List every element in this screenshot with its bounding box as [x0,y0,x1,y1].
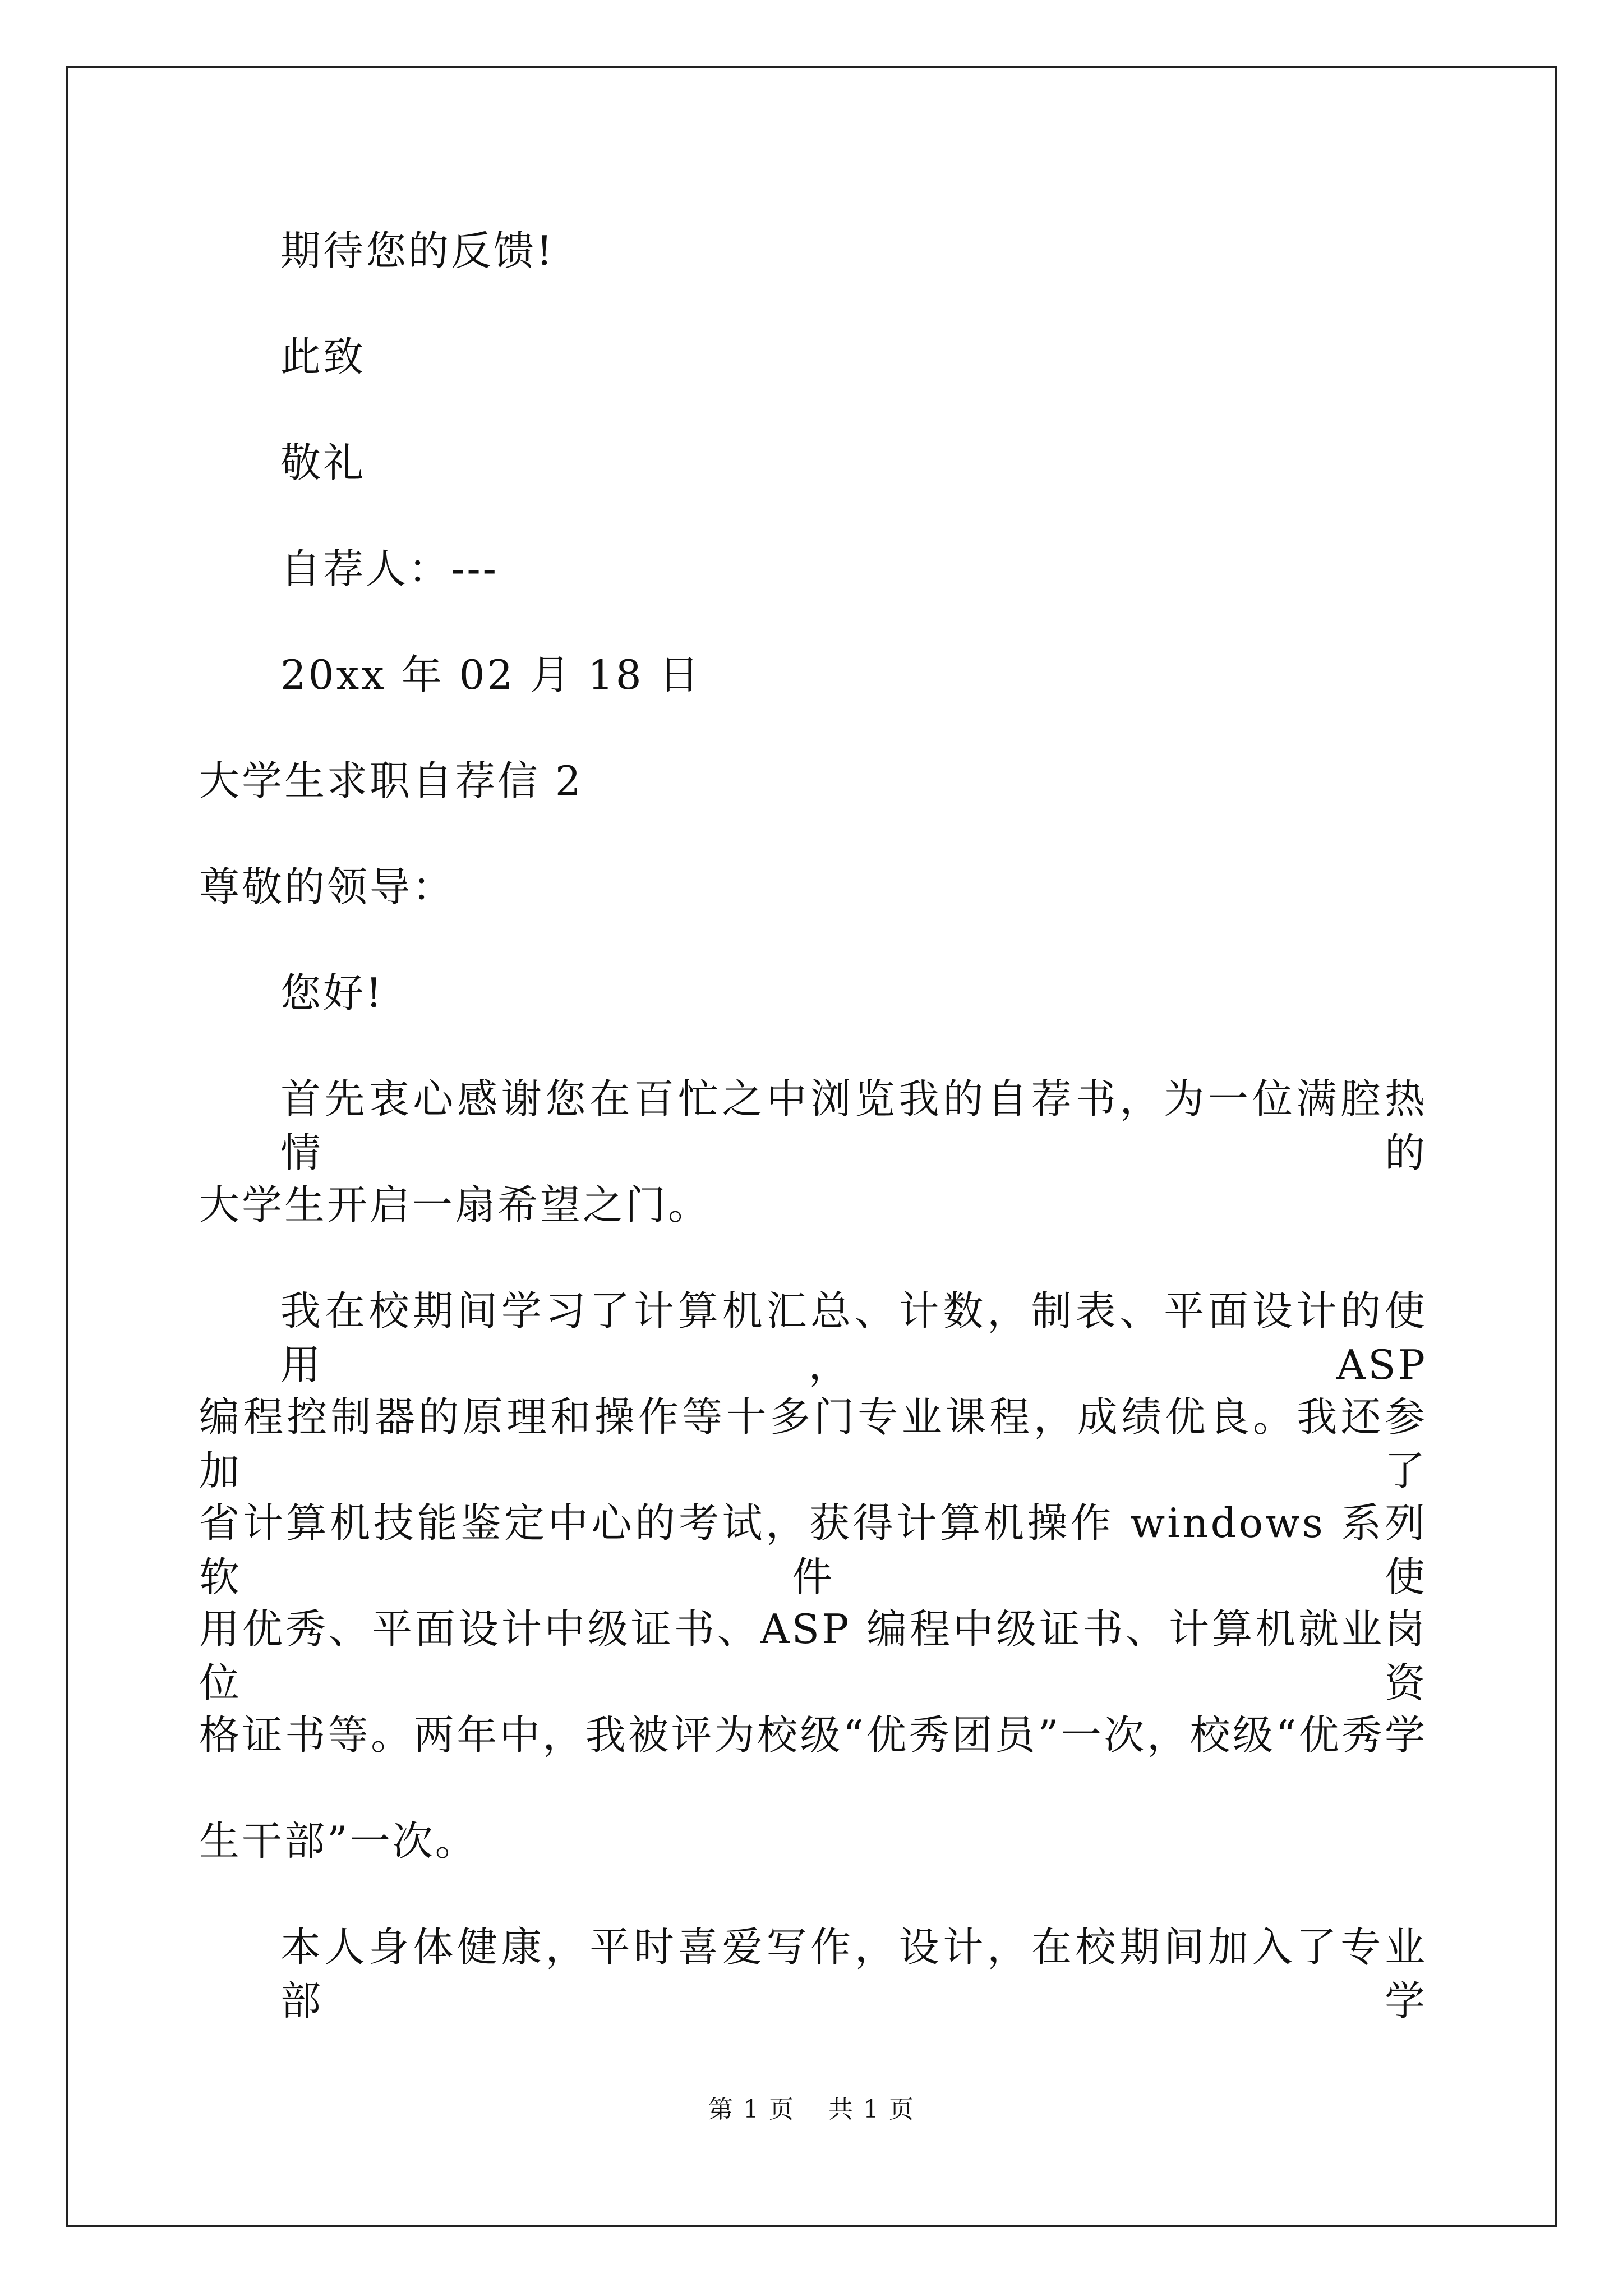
page-number-total: 共 1 页 [828,2095,915,2124]
letter-title: 大学生求职自荐信 2 [199,757,583,804]
paragraph-2-line-6: 生干部”一次。 [199,1818,478,1865]
paragraph-1-line-1: 首先衷心感谢您在百忙之中浏览我的自荐书，为一位满腔热情的 [280,1075,1427,1176]
page-footer [0,2094,1623,2125]
salutation-jingli: 敬礼 [280,439,366,486]
salutation-cizhi: 此致 [280,333,366,380]
paragraph-1-line-2: 大学生开启一扇希望之门。 [199,1181,711,1228]
paragraph-2-line-3: 省计算机技能鉴定中心的考试，获得计算机操作 windows 系列软件使 [199,1499,1427,1600]
closing-line-feedback: 期待您的反馈! [280,227,555,274]
greeting-hello: 您好! [280,969,384,1016]
signature-line: 自荐人：--- [280,545,499,592]
date-line: 20xx 年 02 月 18 日 [280,651,702,698]
paragraph-3-line-1: 本人身体健康，平时喜爱写作，设计，在校期间加入了专业部学 [280,1924,1427,2024]
paragraph-2-line-2: 编程控制器的原理和操作等十多门专业课程，成绩优良。我还参加了 [199,1393,1427,1494]
greeting-recipient: 尊敬的领导： [199,863,455,910]
paragraph-2-line-1: 我在校期间学习了计算机汇总、计数，制表、平面设计的使用，ASP [280,1287,1427,1388]
paragraph-2-line-5: 格证书等。两年中，我被评为校级“优秀团员”一次，校级“优秀学 [199,1711,1427,1759]
paragraph-2-line-4: 用优秀、平面设计中级证书、ASP 编程中级证书、计算机就业岗位资 [199,1605,1427,1706]
page-number-current: 第 1 页 [708,2095,795,2124]
